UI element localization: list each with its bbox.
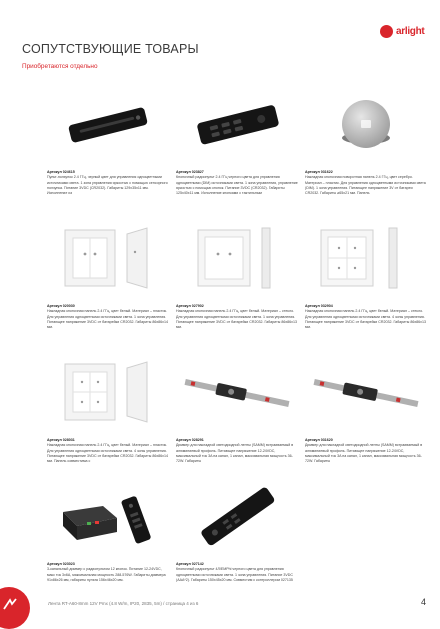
wall-panel-4zone-image xyxy=(47,358,169,428)
rotary-panel-image xyxy=(305,90,427,160)
logo-text: arlight xyxy=(396,26,425,37)
black-remote-image xyxy=(176,482,298,552)
footer-text: Лента RT-A60-8mm 12V Pmx (4.8 W/m, IP20, 2835, 5m) / страница 4 из 6 xyxy=(48,601,199,606)
product-description xyxy=(176,562,298,583)
product-description xyxy=(176,304,298,330)
product-article: Артикул 031622 xyxy=(305,170,333,174)
logo-mark-icon xyxy=(380,25,393,38)
product-article: Артикул 027902 xyxy=(176,304,204,308)
wall-panel-image xyxy=(47,224,169,294)
page-subtitle: Приобретаются отдельно xyxy=(22,63,98,70)
product-article: Артикул 023827 xyxy=(176,170,204,174)
product-article: Артикул 027142 xyxy=(176,562,204,566)
strip-dimmer-image xyxy=(176,358,298,428)
product-article: Артикул 032904 xyxy=(305,304,333,308)
product-text: Накладная кнопочная панель 2.4 ГГц, цвет белый. Материал – пластик. Для управления одноцветными источниками света. 1 зона управления. Питающее напряжение 3VDC от батарейки CR2032. Габариты 86х86х14 мм. xyxy=(47,309,168,330)
page-title: СОПУТСТВУЮЩИЕ ТОВАРЫ xyxy=(22,42,199,56)
slider-remote-image xyxy=(47,90,169,160)
product-text: Кнопочный радиопульт 4Л/EMPhi черного цвета для управления одноцветными источниками света. 1 зона управления. Питание 3VDC (AAA*2). Габариты 150х45х20 мм. Совместим с контроллером 027135 xyxy=(176,567,293,582)
product-text: Накладная кнопочная панель 2.4 ГГц, цвет белый. Материал – пластик. Для управления одноцветными источниками света. 4 зоны управления. Питающее напряжение 3VDC от батарейки CR2032. Габариты 86х86х14 мм. Панель совместима с xyxy=(47,443,168,464)
product-text: Накладная кнопочная панель 2.4 ГГц, цвет белый. Материал – стекло. Для управления одноцветными источниками света. 1 зона управления. Питающее напряжение 3VDC от батарейки CR2032. Габариты 86х86х13 мм. xyxy=(176,309,297,330)
product-description xyxy=(305,170,427,196)
glass-panel-image xyxy=(176,224,298,294)
dimmer-kit-image xyxy=(47,482,169,552)
page-number: 4 xyxy=(420,597,426,607)
product-text: 3-канальный диммер с радиопультом 12 кнопок. Питание 12-24VDC, макс ток 3x6A, максимальная мощность 288-576W. Габариты диммера 91х86х26 мм, габариты пульта 156х46х20 мм. xyxy=(47,567,166,582)
product-article: Артикул 028291 xyxy=(176,438,204,442)
product-text: Диммер для накладной светодиодной ленты (SAMM) встраиваемый в алюминиевый профиль. Питающее напряжение 12-24VDC, максимальный ток 3A на канал, 1 канал, максимальная мощность 36-72W. Габариты xyxy=(176,443,294,464)
strip-dimmer-image xyxy=(305,358,427,428)
product-text: Накладная кнопочная панель 2.4 ГГц, цвет белый. Материал – стекло. Для управления одноцветными источниками света. 4 зоны управления. Питающее напряжение 3VDC от батарейки CR2032. Габариты 86х86х13 мм. xyxy=(305,309,426,330)
glass-panel-4zone-image xyxy=(305,224,427,294)
product-description xyxy=(47,170,169,196)
product-description xyxy=(47,562,169,583)
product-description xyxy=(47,304,169,330)
product-description xyxy=(176,170,298,196)
button-remote-image xyxy=(176,90,298,160)
product-description xyxy=(305,304,427,330)
page-footer xyxy=(0,591,440,623)
brand-logo xyxy=(380,25,428,39)
product-article: Артикул 024615 xyxy=(47,170,75,174)
product-article: Артикул 031620 xyxy=(305,438,333,442)
product-text: Накладная кнопочная поворотная панель 2.4 ГГц, цвет серебро. Материал – пластик. Для управления одноцветными источниками света (DIM). 1 зона управления. Питающее напряжение 3V от батареи CR2032. Габариты ⌀65х21 мм. Панель xyxy=(305,175,426,196)
product-article: Артикул 028031 xyxy=(47,438,75,442)
product-description xyxy=(305,438,427,464)
product-article: Артикул 020030 xyxy=(47,304,75,308)
product-text: Диммер для накладной светодиодной ленты (SAMM) встраиваемый в алюминиевый профиль. Питающее напряжение 12-24VDC, максимальный ток 3A на канал, 1 канал, максимальная мощность 36-72W. Габариты xyxy=(305,443,423,464)
product-description xyxy=(176,438,298,464)
product-description xyxy=(47,438,169,464)
product-article: Артикул 023023 xyxy=(47,562,75,566)
product-text: Пульт-ползунок 2.4 ГГц, черный цвет для управления одноцветными источниками света. 1 зона управления яркостью с помощью сенсорного ползунка. Питание 3VDC (CR2032). Габариты 129х35х11 мм. Исполнение из xyxy=(47,175,168,196)
product-text: Кнопочный радиопульт 2.4 ГГц черного цвета для управления одноцветными (DIM) источниками света. 1 зона управления, управление яркостью с помощью кнопок. Питание 3VDC (CR2032). Габариты 125х40х11 мм. Исполнение кнопками с тактильным xyxy=(176,175,298,196)
